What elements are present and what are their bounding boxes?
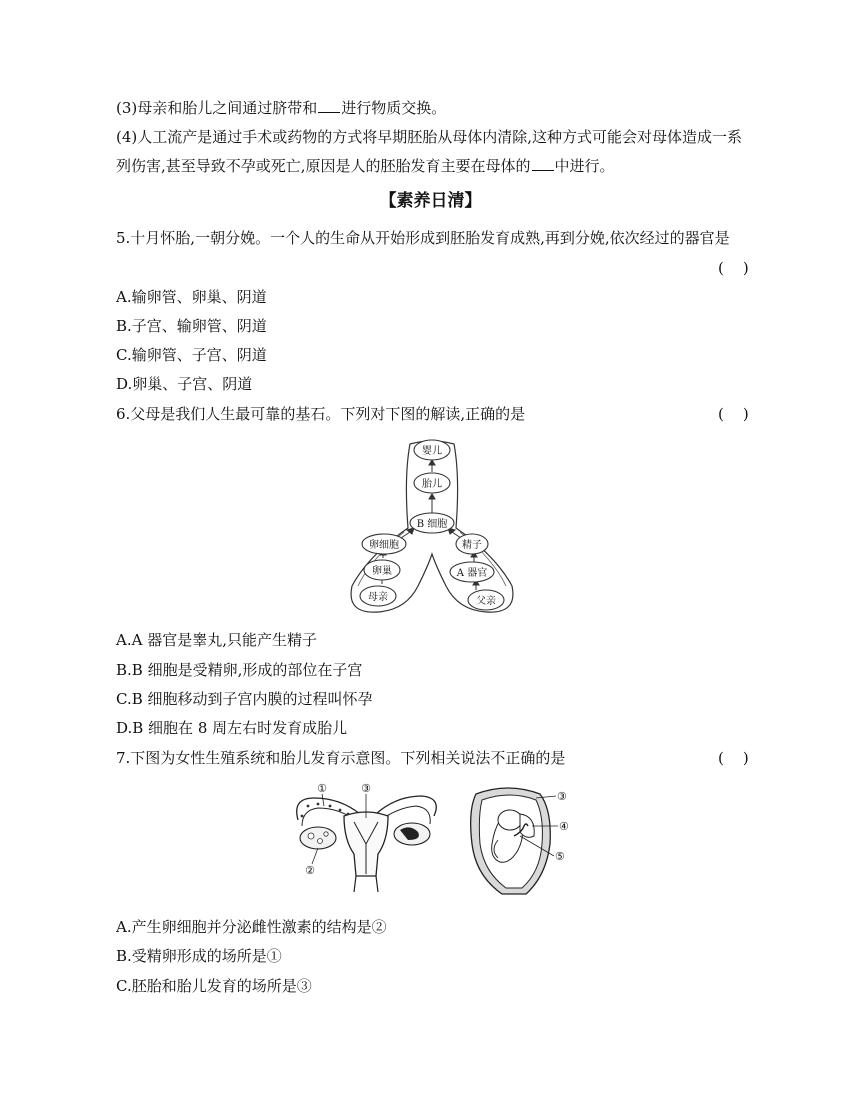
q5-option-c[interactable]: C.输卵管、子宫、阴道: [116, 346, 267, 364]
q6-option-a[interactable]: A.A 器官是睾丸,只能产生精子: [116, 631, 317, 649]
label-fetus: 胎儿: [422, 479, 442, 490]
label-ovum: 卵细胞: [369, 540, 399, 551]
q3-text-suffix: 进行物质交换。: [341, 99, 447, 117]
question-6-answer-paren[interactable]: ( ): [718, 405, 749, 423]
label-baby: 婴儿: [422, 446, 442, 457]
q6-option-b[interactable]: B.B 细胞是受精卵,形成的部位在子宫: [116, 661, 363, 679]
label-father: 父亲: [476, 596, 496, 607]
question-4-line-2: [116, 156, 615, 176]
section-title: 【素养日清】: [379, 191, 482, 211]
label-5: ⑤: [555, 850, 565, 863]
label-4: ④: [559, 820, 569, 833]
q5-option-b[interactable]: B.子宫、输卵管、阴道: [116, 317, 267, 335]
label-ovary: 卵巢: [372, 566, 392, 577]
label-2: ②: [305, 864, 315, 877]
q4-text-prefix: 列伤害,甚至导致不孕或死亡,原因是人的胚胎发育主要在母体的: [116, 157, 531, 175]
question-4-line-1: (4)人工流产是通过手术或药物的方式将早期胚胎从母体内清除,这种方式可能会对母体造成一系: [116, 128, 743, 146]
q6-option-d[interactable]: D.B 细胞在 8 周左右时发育成胎儿: [116, 719, 348, 737]
q7-option-b[interactable]: B.受精卵形成的场所是①: [116, 947, 282, 965]
label-mother: 母亲: [368, 592, 388, 603]
q7-option-a[interactable]: A.产生卵细胞并分泌雌性激素的结构是②: [116, 918, 387, 936]
fetal-development-diagram: [454, 780, 582, 900]
question-7-answer-paren[interactable]: ( ): [718, 749, 749, 767]
question-7-stem: 7.下图为女性生殖系统和胎儿发育示意图。下列相关说法不正确的是: [116, 749, 566, 767]
reproduction-flow-diagram: [346, 436, 518, 620]
label-3-right: ③: [557, 790, 567, 803]
q3-text-prefix: (3)母亲和胎儿之间通过脐带和: [116, 99, 318, 117]
female-reproductive-system-diagram: [284, 780, 450, 898]
q4-text-suffix: 中进行。: [554, 157, 615, 175]
q7-option-c[interactable]: C.胚胎和胎儿发育的场所是③: [116, 977, 312, 995]
label-sperm: 精子: [462, 540, 482, 551]
label-3-left: ③: [361, 782, 371, 795]
question-5-answer-paren[interactable]: ( ): [718, 259, 749, 277]
question-5-stem: 5.十月怀胎,一朝分娩。一个人的生命从开始形成到胚胎发育成熟,再到分娩,依次经过的器官是: [116, 229, 730, 247]
label-1: ①: [317, 782, 327, 795]
q5-option-a[interactable]: A.输卵管、卵巢、阴道: [116, 288, 267, 306]
answer-blank[interactable]: [318, 98, 340, 113]
answer-blank[interactable]: [532, 156, 554, 171]
label-a-organ: A 器官: [456, 568, 488, 579]
q6-option-c[interactable]: C.B 细胞移动到子宫内膜的过程叫怀孕: [116, 690, 373, 708]
question-3: [116, 98, 446, 118]
label-b-cell: B 细胞: [416, 519, 448, 530]
q5-option-d[interactable]: D.卵巢、子宫、阴道: [116, 375, 253, 393]
question-6-stem: 6.父母是我们人生最可靠的基石。下列对下图的解读,正确的是: [116, 405, 526, 423]
